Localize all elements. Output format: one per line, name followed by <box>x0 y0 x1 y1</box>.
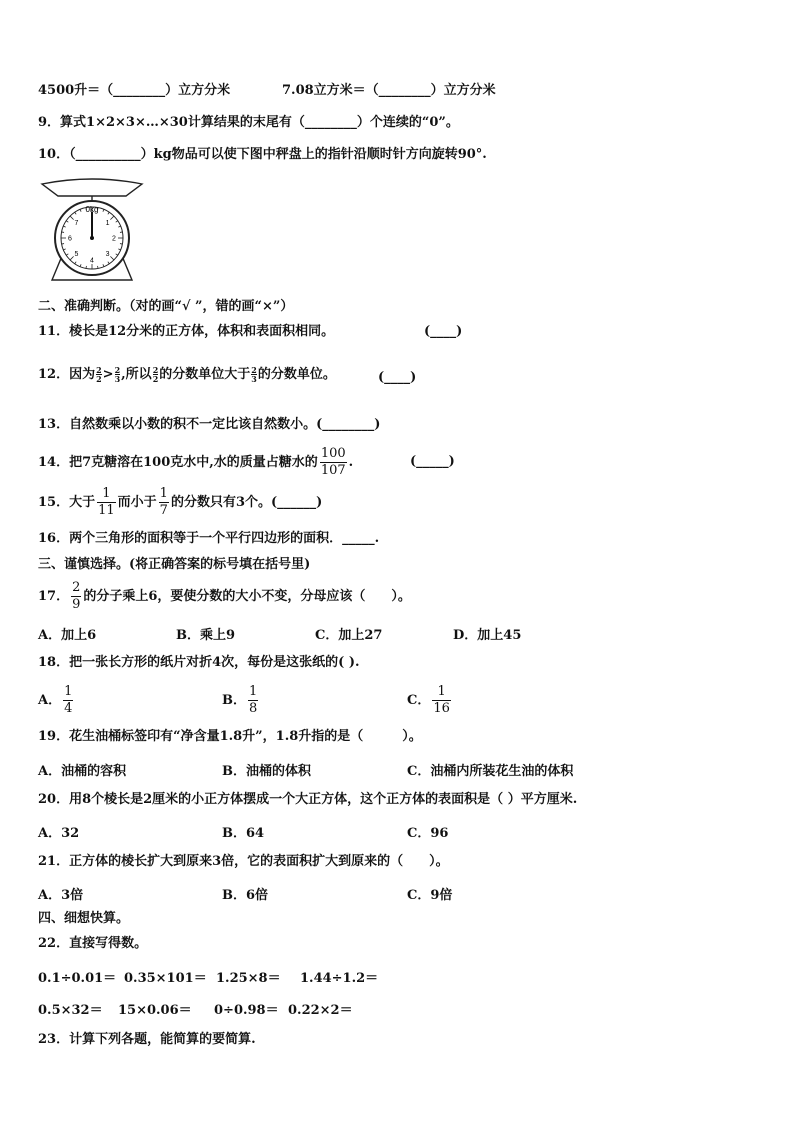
fraction-q12-d: $\frac{2}{3}$ <box>251 365 257 384</box>
q17-option-d[interactable]: D．加上45 <box>453 628 522 643</box>
question-15-suffix: 的分数只有3个。(______) <box>170 495 323 510</box>
q19-option-a[interactable]: A．油桶的容积 <box>38 764 127 779</box>
question-14: 14．把7克糖溶在100克水中,水的质量占糖水的 $\frac{100}{107}$ . <box>38 446 354 478</box>
fraction-q15-a: $\frac{1}{11}$ <box>98 486 115 518</box>
question-15 <box>38 486 322 519</box>
q22-row1-item4: 1.44÷1.2＝ <box>300 971 379 986</box>
q22-row1-item2: 0.35×101＝ <box>124 971 207 986</box>
scale-number: 1 <box>105 219 110 227</box>
section-2-heading: 二、准确判断。（对的画“√ ”，错的画“×”） <box>38 299 294 314</box>
question-19: 19．花生油桶标签印有“净含量1.8升”，1.8升指的是（ ）。 <box>38 729 422 744</box>
question-23: 23．计算下列各题，能简算的要简算. <box>38 1032 256 1047</box>
question-17-prefix: 17． <box>38 589 70 604</box>
scale-illustration <box>38 176 146 286</box>
fraction-q17: $\frac{2}{9}$ <box>72 580 81 612</box>
q22-row2-item1: 0.5×32＝ <box>38 1003 103 1018</box>
question-12-mid2: 的分数单位大于 <box>159 367 251 382</box>
q21-option-c[interactable]: C．9倍 <box>407 888 453 903</box>
question-10: 10．（__________）kg物品可以使下图中秤盘上的指针沿顺时针方向旋转90°. <box>38 147 487 162</box>
q21-option-b[interactable]: B．6倍 <box>222 888 269 903</box>
question-12-prefix: 12．因为 <box>38 367 96 382</box>
question-11-answer-blank[interactable]: (____) <box>424 324 463 339</box>
fraction-q18-c: $\frac{1}{16}$ <box>433 684 450 716</box>
scale-number: 5 <box>74 251 79 259</box>
question-12-mid: ,所以 <box>121 367 152 382</box>
question-11: 11．棱长是12分米的正方体，体积和表面积相同。 <box>38 324 335 339</box>
fraction-q12-a: $\frac{2}{2}$ <box>96 365 102 384</box>
section-3-heading: 三、谨慎选择。(将正确答案的标号填在括号里) <box>38 557 311 572</box>
question-22: 22．直接写得数。 <box>38 936 148 951</box>
question-14-answer-blank[interactable]: (_____) <box>410 454 455 469</box>
q19-option-b[interactable]: B．油桶的体积 <box>222 764 311 779</box>
q22-row1-item3: 1.25×8＝ <box>216 971 281 986</box>
q17-option-b[interactable]: B．乘上9 <box>176 628 236 643</box>
question-12: 12．因为 $\frac{2}{2}$ > $\frac{2}{3}$ ,所以 $\frac{2}{2}$ 的分数单位大于 $\frac{2}{3}$ 的分数单位。 <box>38 365 336 384</box>
scale-number: 6 <box>68 235 72 243</box>
question-16: 16．两个三角形的面积等于一个平行四边形的面积．_____. <box>38 531 380 546</box>
fraction-q12-b: $\frac{2}{3}$ <box>114 365 121 384</box>
q20-option-a[interactable]: A．32 <box>38 826 80 841</box>
fraction-q18-b: $\frac{1}{8}$ <box>249 684 258 716</box>
question-14-prefix: 14．把7克糖溶在100克水中,水的质量占糖水的 <box>38 455 318 470</box>
scale-number: 2 <box>112 235 116 243</box>
scale-number: 4 <box>90 257 94 265</box>
q19-option-c[interactable]: C．油桶内所装花生油的体积 <box>407 764 574 779</box>
q22-row1-item1: 0.1÷0.01＝ <box>38 971 117 986</box>
question-17-suffix: 的分子乘上6，要使分数的大小不变，分母应该（ ）。 <box>83 589 411 604</box>
q22-row2-item3: 0÷0.98＝ <box>214 1003 279 1018</box>
q22-row2-item4: 0.22×2＝ <box>288 1003 353 1018</box>
q17-option-c[interactable]: C．加上27 <box>315 628 383 643</box>
question-15-mid: 而小于 <box>117 495 157 510</box>
scale-pan <box>42 179 142 196</box>
question-17 <box>38 580 411 613</box>
scale-number: 7 <box>74 219 79 227</box>
q21-option-a[interactable]: A．3倍 <box>38 888 84 903</box>
section-4-heading: 四、细想快算。 <box>38 911 130 926</box>
question-15-prefix: 15．大于 <box>38 495 96 510</box>
question-13: 13．自然数乘以小数的积不一定比该自然数小。(________) <box>38 417 381 432</box>
q18-option-b[interactable]: B． $\frac{1}{8}$ <box>222 684 258 716</box>
q18-option-c[interactable]: C． $\frac{1}{16}$ <box>407 684 450 716</box>
q20-option-c[interactable]: C．96 <box>407 826 449 841</box>
q17-option-a[interactable]: A．加上6 <box>38 628 97 643</box>
question-20: 20．用8个棱长是2厘米的小正方体摆成一个大正方体，这个正方体的表面积是（ ）平方厘米. <box>38 792 578 807</box>
question-8-part-b: 7.08立方米＝（________）立方分米 <box>282 83 496 98</box>
scale-dial-label: 0kg <box>85 205 99 214</box>
fraction-q18-a: $\frac{1}{4}$ <box>64 684 73 716</box>
question-12-answer-blank[interactable]: (____) <box>378 370 417 385</box>
question-18: 18．把一张长方形的纸片对折4次，每份是这张纸的( ). <box>38 655 360 670</box>
question-12-suffix: 的分数单位。 <box>257 367 336 382</box>
scale-number: 3 <box>105 251 110 259</box>
fraction-q15-b: $\frac{1}{7}$ <box>159 486 168 518</box>
question-9: 9．算式1×2×3×…×30计算结果的末尾有（________）个连续的“0”。 <box>38 115 459 130</box>
q20-option-b[interactable]: B．64 <box>222 826 265 841</box>
fraction-q14: $\frac{100}{107}$ <box>320 446 346 478</box>
q22-row2-item2: 15×0.06＝ <box>118 1003 192 1018</box>
question-21: 21．正方体的棱长扩大到原来3倍，它的表面积扩大到原来的（ ）。 <box>38 854 449 869</box>
question-8-part-a: 4500升＝（________）立方分米 <box>38 83 231 98</box>
fraction-q12-c: $\frac{2}{2}$ <box>152 365 159 384</box>
q18-option-a[interactable]: A． $\frac{1}{4}$ <box>38 684 73 716</box>
